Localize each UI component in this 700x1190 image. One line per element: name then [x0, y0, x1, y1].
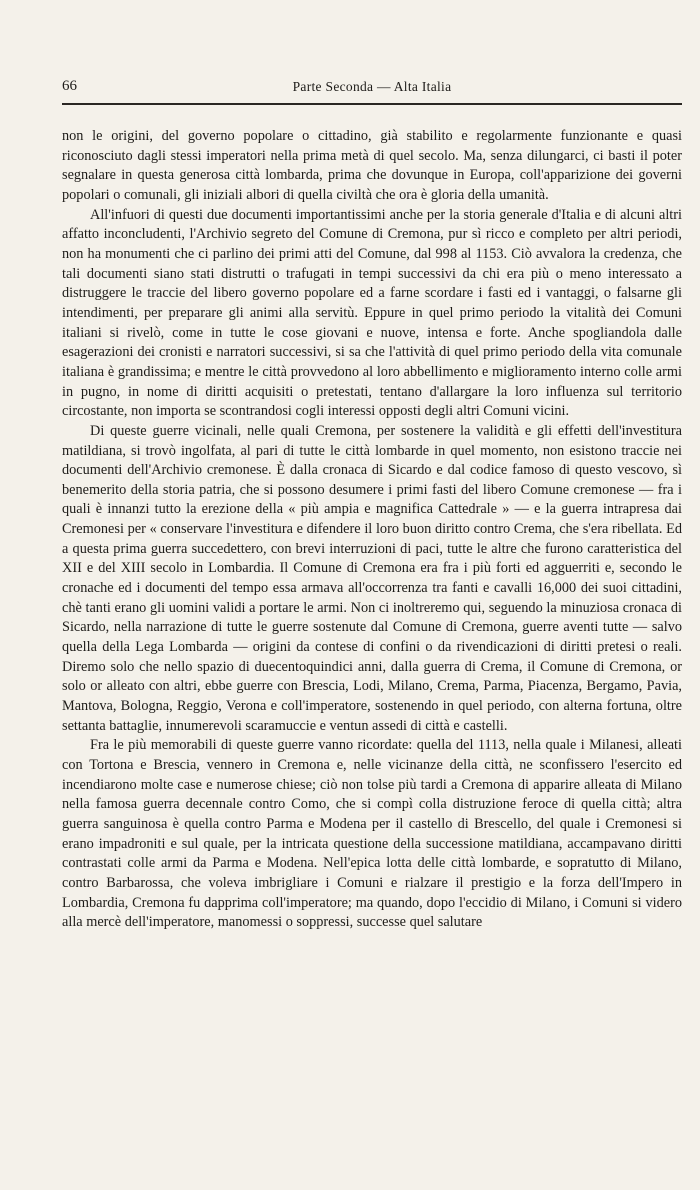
paragraph: Di queste guerre vicinali, nelle quali Cremona, per sostenere la validità e gli effetti dell'investitura matildiana, si trovò ingolfata, al pari di tutte le città lombarde in quel momento, non esistono traccie nei documenti dell'Archivio cremonese. È dalla cronaca di Sicardo e dal codice famoso di questo vescovo, sì benemerito della storia patria, che si possono desumere i primi fasti del libero Comune cremonese — fra i quali è innanzi tutto la erezione della « più ampia e magnifica Cattedrale » — e la guerra intrapresa dai Cremonesi per « conservare l'investitura e difendere il loro buon diritto contro Crema, che s'era ribellata. Ed a questa prima guerra succedettero, con brevi interruzioni di paci, tutte le altre che furono caratteristica del XII e del XIII secolo in Lombardia. Il Comune di Cremona era fra i più forti ed agguerriti e, secondo le cronache ed i documenti del tempo essa armava all'occorrenza tra fanti e cavalli 16,000 dei suoi cittadini, chè tanti erano gli uomini validi a portare le armi. Non ci inoltreremo qui, seguendo la minuziosa cronaca di Sicardo, nella narrazione di tutte le guerre sostenute dal Comune di Cremona, guerre aventi tutte — salvo quella della Lega Lombarda — origini da contese di confini o da rivendicazioni di diritti pretesi o reali. Diremo solo che nello spazio di duecentoquindici anni, dalla guerra di Crema, il Comune di Cremona, or solo or alleato con altri, ebbe guerre con Brescia, Lodi, Milano, Crema, Parma, Piacenza, Bergamo, Pavia, Mantova, Bologna, Reggio, Verona e coll'imperatore, sostenendo in quel periodo, con alterna fortuna, oltre settanta battaglie, innumerevoli scaramuccie e ventun assedi di città e castelli.	[62, 422, 682, 734]
paragraph: Fra le più memorabili di queste guerre vanno ricordate: quella del 1113, nella quale i Milanesi, alleati con Tortona e Brescia, vennero in Cremona e, nelle vicinanze della città, ne sconfissero l'esercito ed incendiarono molte case e numerose chiese; ciò non tolse più tardi a Cremona di apparire alleata di Milano nella famosa guerra decennale contro Como, che si compì colla distruzione feroce di quella città; altra guerra sanguinosa è quella contro Parma e Modena per il castello di Brescello, del quale i Cremonesi si erano impadroniti e sul quale, per la intricata questione della successione matildiana, accampavano diritti contrastati colle armi da Parma e Modena. Nell'epica lotta delle città lombarde, e sopratutto di Milano, contro Barbarossa, che voleva imbrigliare i Comuni e rialzare il prestigio e la forza dell'Impero in Lombardia, Cremona fu dapprima coll'imperatore; ma quando, dopo l'eccidio di Milano, i Comuni si videro alla mercè dell'imperatore, manomessi o soppressi, successe quel salutare	[62, 737, 682, 931]
paragraph: All'infuori di questi due documenti importantissimi anche per la storia generale d'Italia e di alcuni altri affatto inconcludenti, l'Archivio segreto del Comune di Cremona, pur sì ricco e completo per altri periodi, non ha monumenti che ci parlino dei primi atti del Comune, dal 998 al 1153. Ciò avvalora la credenza, che tali documenti siano stati distrutti o trafugati in tempi successivi da chi era più o meno interessato a distruggere le traccie del libero governo popolare ed a farne scordare i fasti ed i vantaggi, o falsarne gli intendimenti, per preparare gli animi alla servitù. Eppure in quel primo periodo la vitalità dei Comuni italiani si rivelò, come in tutte le cose giovani e nuove, intensa e forte. Anche spogliandola dalle esagerazioni dei cronisti e narratori successivi, si sa che l'attività di quel primo periodo della vita comunale italiana è grandissima; e mentre le città provvedono al loro abbellimento e miglioramento interno colle armi in pugno, in nome di diritti acquisiti o pretestati, tentano d'allargare la loro influenza sul territorio circostante, non importa se scontrandosi cogli interessi opposti degli altri Comuni vicini.	[62, 206, 682, 420]
page-header	[62, 78, 682, 100]
running-head: Parte Seconda — Alta Italia	[292, 79, 452, 94]
body-text	[62, 127, 682, 933]
page-number: 66	[62, 78, 77, 94]
header-rule	[62, 103, 682, 105]
paragraph: non le origini, del governo popolare o cittadino, già stabilito e regolarmente funzionante e quasi riconosciuto dagli stessi imperatori nella prima metà di quel secolo. Ma, senza dilungarci, ci basti il poter segnalare in questa generosa città lombarda, prima che dovunque in Europa, coll'apparizione dei governi popolari o comunali, gli iniziali albori di quella civiltà che ora è gloria della umanità.	[62, 128, 682, 203]
